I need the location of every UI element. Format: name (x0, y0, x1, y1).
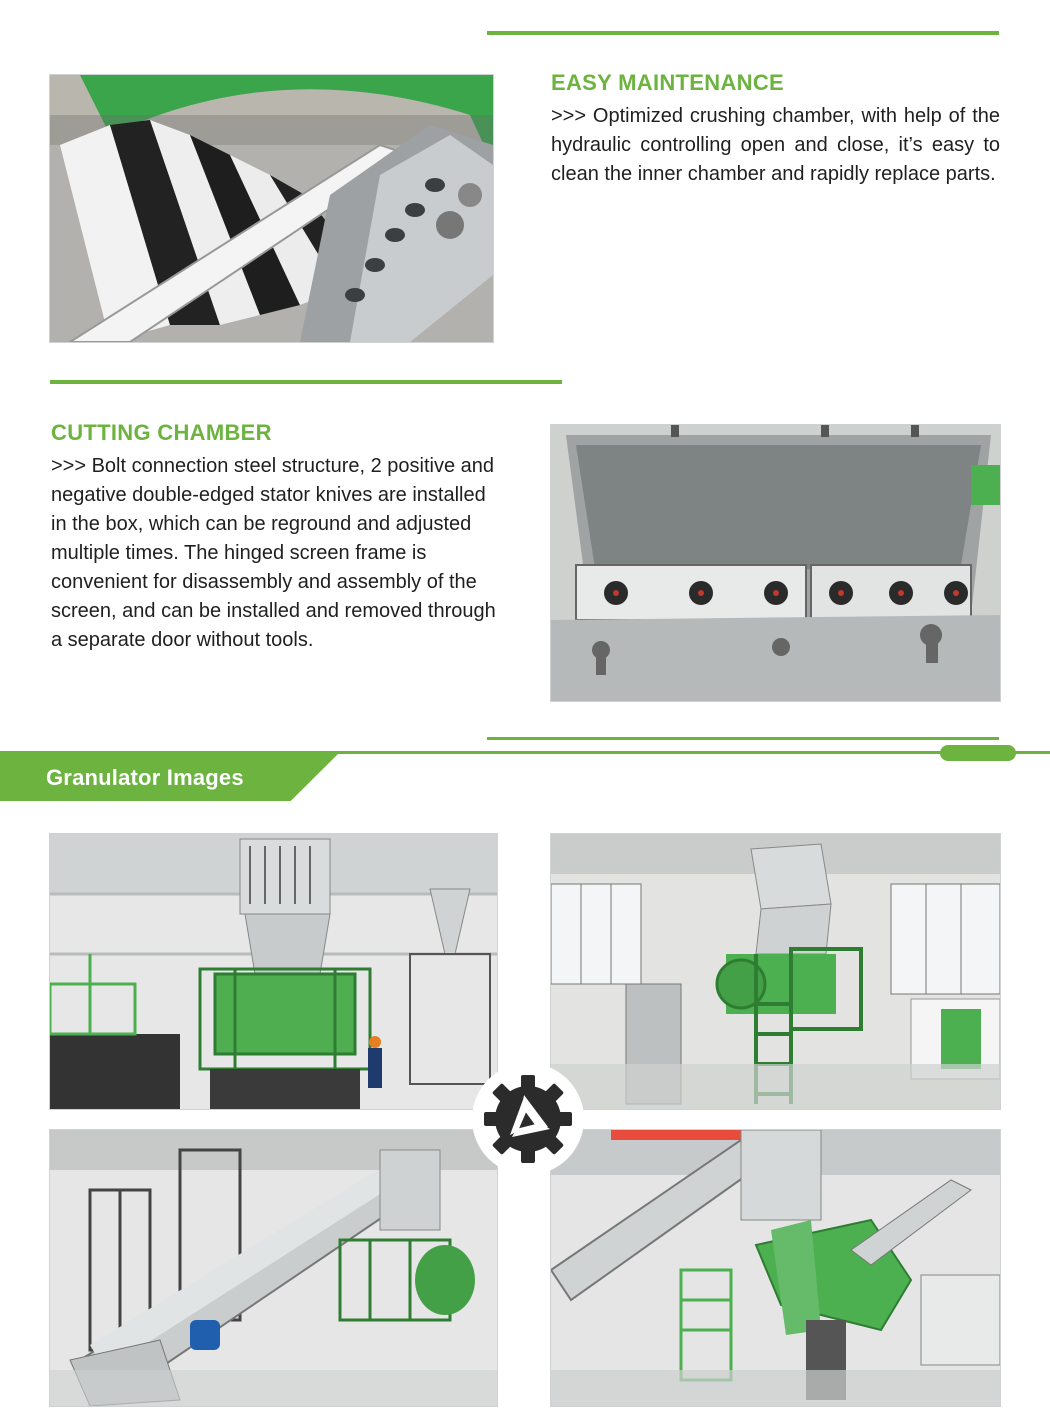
cutting-chamber-photo (550, 424, 1001, 702)
gallery-photo-3 (49, 1129, 498, 1407)
gallery-photo-2 (550, 833, 1001, 1110)
banner-title: Granulator Images (46, 765, 244, 790)
gallery-photo-4 (550, 1129, 1001, 1407)
maintenance-photo (49, 74, 494, 343)
banner-top-line (487, 737, 999, 740)
top-divider-line (487, 31, 999, 35)
maintenance-text: >>> Optimized crushing chamber, with help of the hydraulic controlling open and close, it’s easy to clean the inner chamber and rapidly replace parts. (551, 105, 1000, 185)
gear-logo-icon (472, 1063, 584, 1175)
gallery-photo-1 (49, 833, 498, 1110)
cutting-text: >>> Bolt connection steel structure, 2 positive and negative double-edged stator knives are installed in the box, which can be reground and adjusted multiple times. The hinged screen frame is convenient for disassembly and assembly of the screen, and can be installed and removed through a separate door without tools. (51, 455, 496, 651)
banner-pill-accent (940, 745, 1016, 761)
maintenance-heading: EASY MAINTENANCE (551, 70, 784, 95)
banner-rule (0, 751, 1050, 754)
middle-divider-line (50, 380, 562, 384)
cutting-heading: CUTTING CHAMBER (51, 420, 272, 445)
